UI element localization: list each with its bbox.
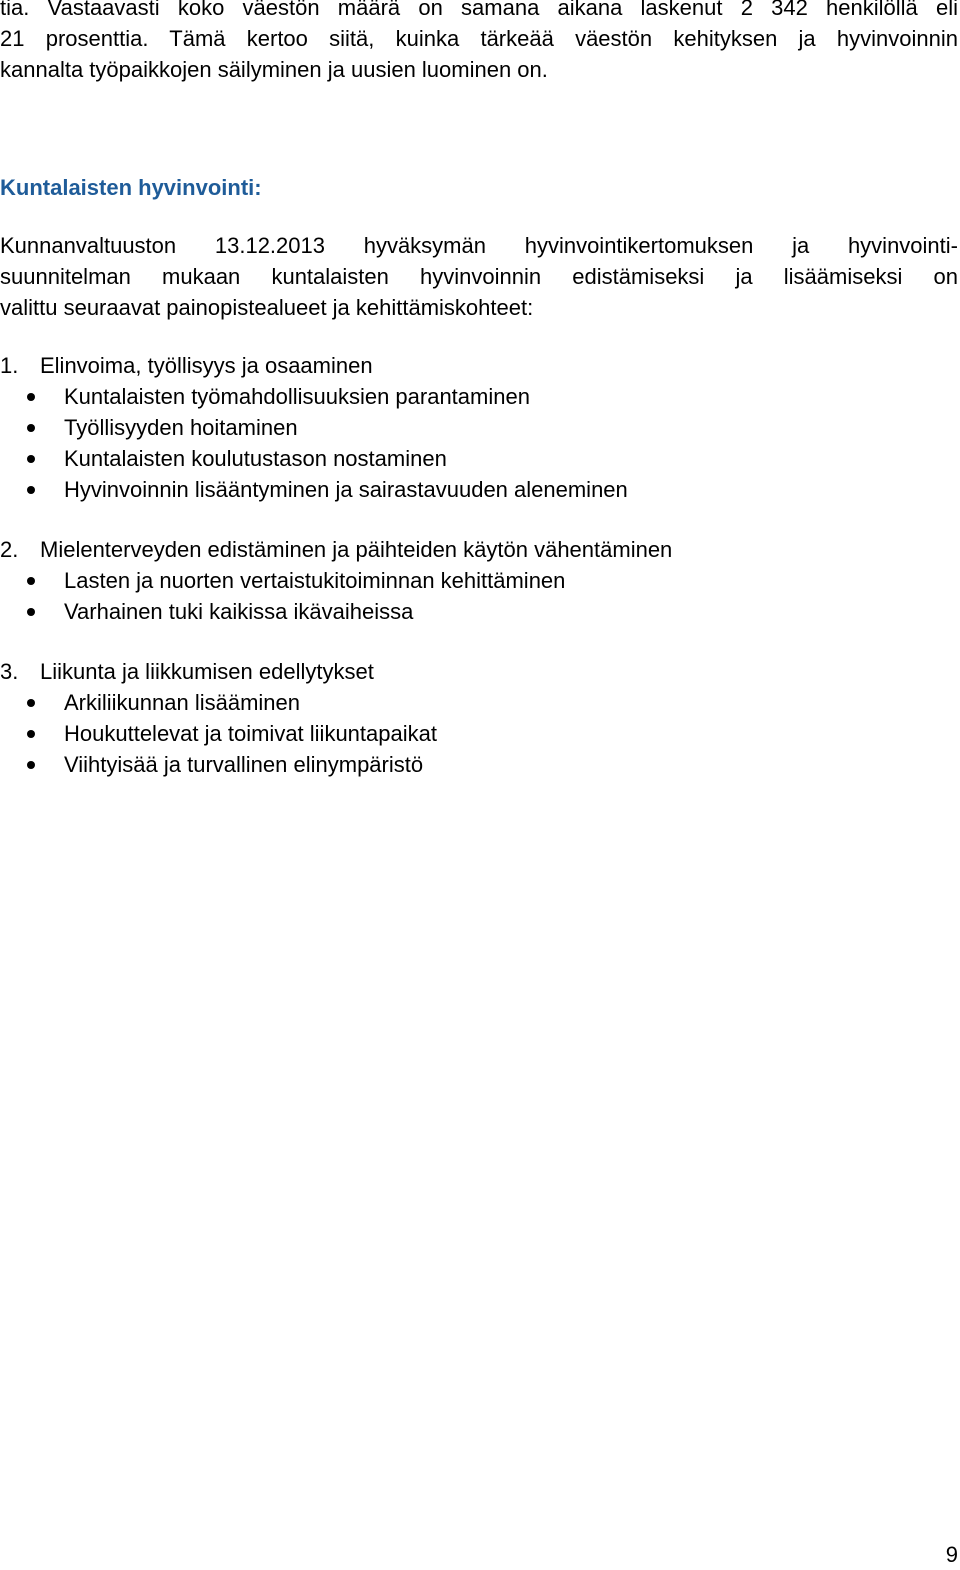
intro-line: kannalta työpaikkojen säilyminen ja uusien luominen on. — [0, 57, 548, 82]
list-item — [0, 596, 958, 627]
bullet-icon — [27, 577, 35, 585]
priority-title-text: Liikunta ja liikkumisen edellytykset — [40, 659, 374, 684]
list-item-text: Houkuttelevat ja toimivat liikuntapaikat — [64, 721, 437, 746]
bullet-icon — [27, 608, 35, 616]
section-heading: Kuntalaisten hyvinvointi: — [0, 175, 262, 200]
priority-list — [0, 381, 958, 505]
bullet-icon — [27, 486, 35, 494]
priority-section-1 — [0, 350, 958, 505]
intro-line: 21 prosenttia. Tämä kertoo siitä, kuinka tärkeää väestön kehityksen ja hyvinvoinnin — [0, 26, 958, 51]
priority-title-text: Elinvoima, työllisyys ja osaaminen — [40, 353, 373, 378]
intro-line: tia. Vastaavasti koko väestön määrä on samana aikana laskenut 2 342 henkilöllä eli — [0, 0, 958, 20]
list-item — [0, 565, 958, 596]
priority-number: 3. — [0, 659, 19, 684]
priority-title — [0, 656, 958, 687]
bullet-icon — [27, 761, 35, 769]
council-line: valittu seuraavat painopistealueet ja kehittämiskohteet: — [0, 295, 534, 320]
list-item — [0, 687, 958, 718]
list-item-text: Hyvinvoinnin lisääntyminen ja sairastavuuden aleneminen — [64, 477, 628, 502]
priority-section-3 — [0, 656, 958, 780]
priority-section-2 — [0, 534, 958, 627]
priority-number: 2. — [0, 537, 19, 562]
page-number: 9 — [945, 1542, 958, 1567]
list-item — [0, 412, 958, 443]
list-item — [0, 718, 958, 749]
priority-title — [0, 350, 958, 381]
list-item — [0, 381, 958, 412]
list-item-text: Lasten ja nuorten vertaistukitoiminnan kehittäminen — [64, 568, 566, 593]
list-item-text: Työllisyyden hoitaminen — [64, 415, 298, 440]
intro-paragraph — [0, 0, 958, 85]
list-item-text: Viihtyisää ja turvallinen elinympäristö — [64, 752, 424, 777]
priority-number: 1. — [0, 353, 19, 378]
council-paragraph — [0, 230, 958, 323]
list-item-text: Kuntalaisten koulutustason nostaminen — [64, 446, 447, 471]
bullet-icon — [27, 730, 35, 738]
bullet-icon — [27, 424, 35, 432]
list-item — [0, 749, 958, 780]
bullet-icon — [27, 393, 35, 401]
priority-title-text: Mielenterveyden edistäminen ja päihteiden käytön vähentäminen — [40, 537, 673, 562]
priority-list — [0, 687, 958, 780]
bullet-icon — [27, 699, 35, 707]
list-item-text: Kuntalaisten työmahdollisuuksien parantaminen — [64, 384, 530, 409]
bullet-icon — [27, 455, 35, 463]
list-item-text: Varhainen tuki kaikissa ikävaiheissa — [64, 599, 414, 624]
list-item — [0, 443, 958, 474]
priority-title — [0, 534, 958, 565]
council-line: suunnitelman mukaan kuntalaisten hyvinvoinnin edistämiseksi ja lisäämiseksi on — [0, 264, 958, 289]
council-line: Kunnanvaltuuston 13.12.2013 hyväksymän hyvinvointikertomuksen ja hyvinvointi- — [0, 233, 958, 258]
list-item — [0, 474, 958, 505]
list-item-text: Arkiliikunnan lisääminen — [64, 690, 301, 715]
priority-list — [0, 565, 958, 627]
